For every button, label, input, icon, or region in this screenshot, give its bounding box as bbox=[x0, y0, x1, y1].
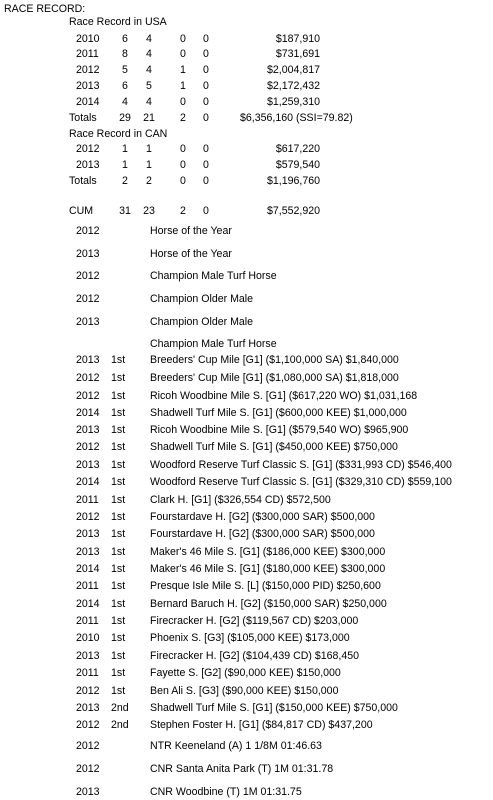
honor-year: 2012 bbox=[76, 372, 100, 384]
honor-text: Maker's 46 Mile S. [G1] ($180,000 KEE) $300,000 bbox=[150, 563, 386, 575]
usa-row-year: 2012 bbox=[76, 64, 100, 76]
honor-text: Ricoh Woodbine Mile S. [G1] ($579,540 WO) $965,900 bbox=[150, 424, 409, 436]
honor-text: Presque Isle Mile S. [L] ($150,000 PID) $250,600 bbox=[150, 580, 381, 592]
honor-text: Firecracker H. [G2] ($104,439 CD) $168,450 bbox=[150, 650, 360, 662]
honor-text: Stephen Foster H. [G1] ($84,817 CD) $437,200 bbox=[150, 719, 373, 731]
track-record-text: CNR Woodbine (T) 1M 01:31.75 bbox=[150, 786, 302, 798]
honor-year: 2012 bbox=[76, 293, 100, 305]
honor-place: 1st bbox=[111, 511, 126, 523]
honor-year: 2011 bbox=[76, 667, 99, 679]
can-totals-second: 0 bbox=[180, 175, 186, 187]
honor-text: Champion Male Turf Horse bbox=[150, 338, 277, 350]
usa-row-starts: 8 bbox=[122, 48, 128, 60]
honor-text: Fourstardave H. [G2] ($300,000 SAR) $500,000 bbox=[150, 528, 375, 540]
cum-first: 23 bbox=[143, 205, 155, 217]
usa-row-first: 5 bbox=[146, 80, 152, 92]
honor-place: 1st bbox=[111, 459, 126, 471]
track-record-text: CNR Santa Anita Park (T) 1M 01:31.78 bbox=[150, 763, 334, 775]
honor-place: 2nd bbox=[111, 719, 129, 731]
usa-totals-first: 21 bbox=[143, 112, 155, 124]
honor-place: 1st bbox=[111, 650, 126, 662]
usa-row-third: 0 bbox=[203, 80, 209, 92]
can-row-second: 0 bbox=[180, 159, 186, 171]
honor-place: 2nd bbox=[111, 702, 129, 714]
honor-year: 2012 bbox=[76, 511, 100, 523]
honor-text: Breeders' Cup Mile [G1] ($1,100,000 SA) $1,840,000 bbox=[150, 354, 399, 366]
usa-row-earnings: $1,259,310 bbox=[266, 96, 320, 108]
honor-text: Champion Older Male bbox=[150, 316, 254, 328]
honor-place: 1st bbox=[111, 685, 126, 697]
can-row-starts: 1 bbox=[122, 143, 128, 155]
can-row-year: 2012 bbox=[76, 143, 100, 155]
honor-text: Shadwell Turf Mile S. [G1] ($600,000 KEE) $1,000,000 bbox=[150, 407, 407, 419]
usa-totals-second: 2 bbox=[180, 112, 186, 124]
usa-section-title: Race Record in USA bbox=[69, 16, 167, 28]
honor-year: 2011 bbox=[76, 494, 99, 506]
usa-row-year: 2014 bbox=[76, 96, 100, 108]
usa-totals-third: 0 bbox=[203, 112, 209, 124]
honor-place: 1st bbox=[111, 390, 126, 402]
honor-year: 2012 bbox=[76, 390, 100, 402]
usa-row-earnings: $731,691 bbox=[275, 48, 320, 60]
honor-year: 2013 bbox=[76, 316, 100, 328]
honor-text: Fayette S. [G2] ($90,000 KEE) $150,000 bbox=[150, 667, 341, 679]
usa-row-starts: 5 bbox=[122, 64, 128, 76]
honor-place: 1st bbox=[111, 598, 126, 610]
honor-text: Clark H. [G1] ($326,554 CD) $572,500 bbox=[150, 494, 331, 506]
honor-year: 2011 bbox=[76, 615, 99, 627]
honor-text: Champion Older Male bbox=[150, 293, 254, 305]
usa-totals-starts: 29 bbox=[119, 112, 131, 124]
can-totals-label: Totals bbox=[69, 175, 97, 187]
track-record-year: 2013 bbox=[76, 786, 100, 798]
cum-earnings: $7,552,920 bbox=[266, 205, 320, 217]
can-totals-third: 0 bbox=[203, 175, 209, 187]
usa-row-first: 4 bbox=[146, 96, 152, 108]
honor-text: Maker's 46 Mile S. [G1] ($186,000 KEE) $300,000 bbox=[150, 546, 386, 558]
can-row-earnings: $579,540 bbox=[275, 159, 320, 171]
honor-text: Woodford Reserve Turf Classic S. [G1] ($329,310 CD) $559,100 bbox=[150, 476, 452, 488]
can-totals-earnings: $1,196,760 bbox=[266, 175, 320, 187]
honor-place: 1st bbox=[111, 632, 126, 644]
honor-year: 2013 bbox=[76, 459, 100, 471]
usa-row-third: 0 bbox=[203, 64, 209, 76]
can-totals-first: 2 bbox=[146, 175, 152, 187]
honor-text: Champion Male Turf Horse bbox=[150, 270, 277, 282]
honor-text: Ben Ali S. [G3] ($90,000 KEE) $150,000 bbox=[150, 685, 339, 697]
usa-row-second: 1 bbox=[180, 80, 186, 92]
can-row-third: 0 bbox=[203, 143, 209, 155]
honor-text: Bernard Baruch H. [G2] ($150,000 SAR) $250,000 bbox=[150, 598, 387, 610]
honor-place: 1st bbox=[111, 441, 126, 453]
honor-year: 2012 bbox=[76, 270, 100, 282]
record-title: RACE RECORD: bbox=[4, 3, 86, 15]
usa-row-first: 4 bbox=[146, 64, 152, 76]
honor-year: 2014 bbox=[76, 598, 100, 610]
track-record-year: 2012 bbox=[76, 740, 100, 752]
usa-totals-earnings: $6,356,160 (SSI=79.82) bbox=[240, 112, 353, 124]
honor-text: Ricoh Woodbine Mile S. [G1] ($617,220 WO) $1,031,168 bbox=[150, 390, 418, 402]
honor-year: 2012 bbox=[76, 685, 100, 697]
honor-place: 1st bbox=[111, 528, 126, 540]
honor-place: 1st bbox=[111, 424, 126, 436]
usa-row-second: 0 bbox=[180, 48, 186, 60]
honor-place: 1st bbox=[111, 580, 126, 592]
usa-totals-label: Totals bbox=[69, 112, 97, 124]
track-record-year: 2012 bbox=[76, 763, 100, 775]
honor-place: 1st bbox=[111, 563, 126, 575]
honor-year: 2012 bbox=[76, 441, 100, 453]
can-row-first: 1 bbox=[146, 143, 152, 155]
usa-row-earnings: $2,004,817 bbox=[266, 64, 320, 76]
honor-year: 2013 bbox=[76, 650, 100, 662]
cum-label: CUM bbox=[69, 205, 94, 217]
honor-year: 2012 bbox=[76, 225, 100, 237]
honor-place: 1st bbox=[111, 476, 126, 488]
honor-text: Horse of the Year bbox=[150, 248, 232, 260]
honor-text: Shadwell Turf Mile S. [G1] ($150,000 KEE) $750,000 bbox=[150, 702, 398, 714]
honor-year: 2010 bbox=[76, 632, 100, 644]
usa-row-third: 0 bbox=[203, 33, 209, 45]
honor-year: 2013 bbox=[76, 546, 100, 558]
honor-text: Shadwell Turf Mile S. [G1] ($450,000 KEE) $750,000 bbox=[150, 441, 398, 453]
usa-row-year: 2013 bbox=[76, 80, 100, 92]
usa-row-first: 4 bbox=[146, 48, 152, 60]
usa-row-earnings: $187,910 bbox=[275, 33, 320, 45]
honor-place: 1st bbox=[111, 615, 126, 627]
can-row-year: 2013 bbox=[76, 159, 100, 171]
honor-text: Horse of the Year bbox=[150, 225, 232, 237]
usa-row-second: 0 bbox=[180, 96, 186, 108]
honor-text: Firecracker H. [G2] ($119,567 CD) $203,000 bbox=[150, 615, 359, 627]
honor-place: 1st bbox=[111, 372, 126, 384]
track-record-text: NTR Keeneland (A) 1 1/8M 01:46.63 bbox=[150, 740, 322, 752]
honor-year: 2014 bbox=[76, 476, 100, 488]
honor-text: Phoenix S. [G3] ($105,000 KEE) $173,000 bbox=[150, 632, 350, 644]
usa-row-starts: 6 bbox=[122, 80, 128, 92]
can-row-first: 1 bbox=[146, 159, 152, 171]
honor-year: 2013 bbox=[76, 248, 100, 260]
can-totals-starts: 2 bbox=[122, 175, 128, 187]
usa-row-year: 2010 bbox=[76, 33, 100, 45]
honor-place: 1st bbox=[111, 494, 126, 506]
can-row-third: 0 bbox=[203, 159, 209, 171]
honor-place: 1st bbox=[111, 407, 126, 419]
honor-text: Breeders' Cup Mile [G1] ($1,080,000 SA) $1,818,000 bbox=[150, 372, 399, 384]
honor-year: 2013 bbox=[76, 528, 100, 540]
cum-third: 0 bbox=[203, 205, 209, 217]
usa-row-earnings: $2,172,432 bbox=[266, 80, 320, 92]
cum-starts: 31 bbox=[119, 205, 131, 217]
honor-year: 2014 bbox=[76, 407, 100, 419]
honor-year: 2011 bbox=[76, 580, 99, 592]
honor-place: 1st bbox=[111, 354, 126, 366]
can-section-title: Race Record in CAN bbox=[69, 128, 168, 140]
honor-place: 1st bbox=[111, 667, 126, 679]
usa-row-first: 4 bbox=[146, 33, 152, 45]
usa-row-starts: 6 bbox=[122, 33, 128, 45]
usa-row-second: 0 bbox=[180, 33, 186, 45]
can-row-second: 0 bbox=[180, 143, 186, 155]
usa-row-starts: 4 bbox=[122, 96, 128, 108]
can-row-earnings: $617,220 bbox=[275, 143, 320, 155]
usa-row-third: 0 bbox=[203, 96, 209, 108]
honor-place: 1st bbox=[111, 546, 126, 558]
honor-year: 2013 bbox=[76, 354, 100, 366]
honor-text: Fourstardave H. [G2] ($300,000 SAR) $500,000 bbox=[150, 511, 375, 523]
honor-text: Woodford Reserve Turf Classic S. [G1] ($331,993 CD) $546,400 bbox=[150, 459, 452, 471]
honor-year: 2013 bbox=[76, 424, 100, 436]
usa-row-year: 2011 bbox=[76, 48, 99, 60]
honor-year: 2013 bbox=[76, 702, 100, 714]
usa-row-second: 1 bbox=[180, 64, 186, 76]
cum-second: 2 bbox=[180, 205, 186, 217]
usa-row-third: 0 bbox=[203, 48, 209, 60]
honor-year: 2012 bbox=[76, 719, 100, 731]
can-row-starts: 1 bbox=[122, 159, 128, 171]
honor-year: 2014 bbox=[76, 563, 100, 575]
